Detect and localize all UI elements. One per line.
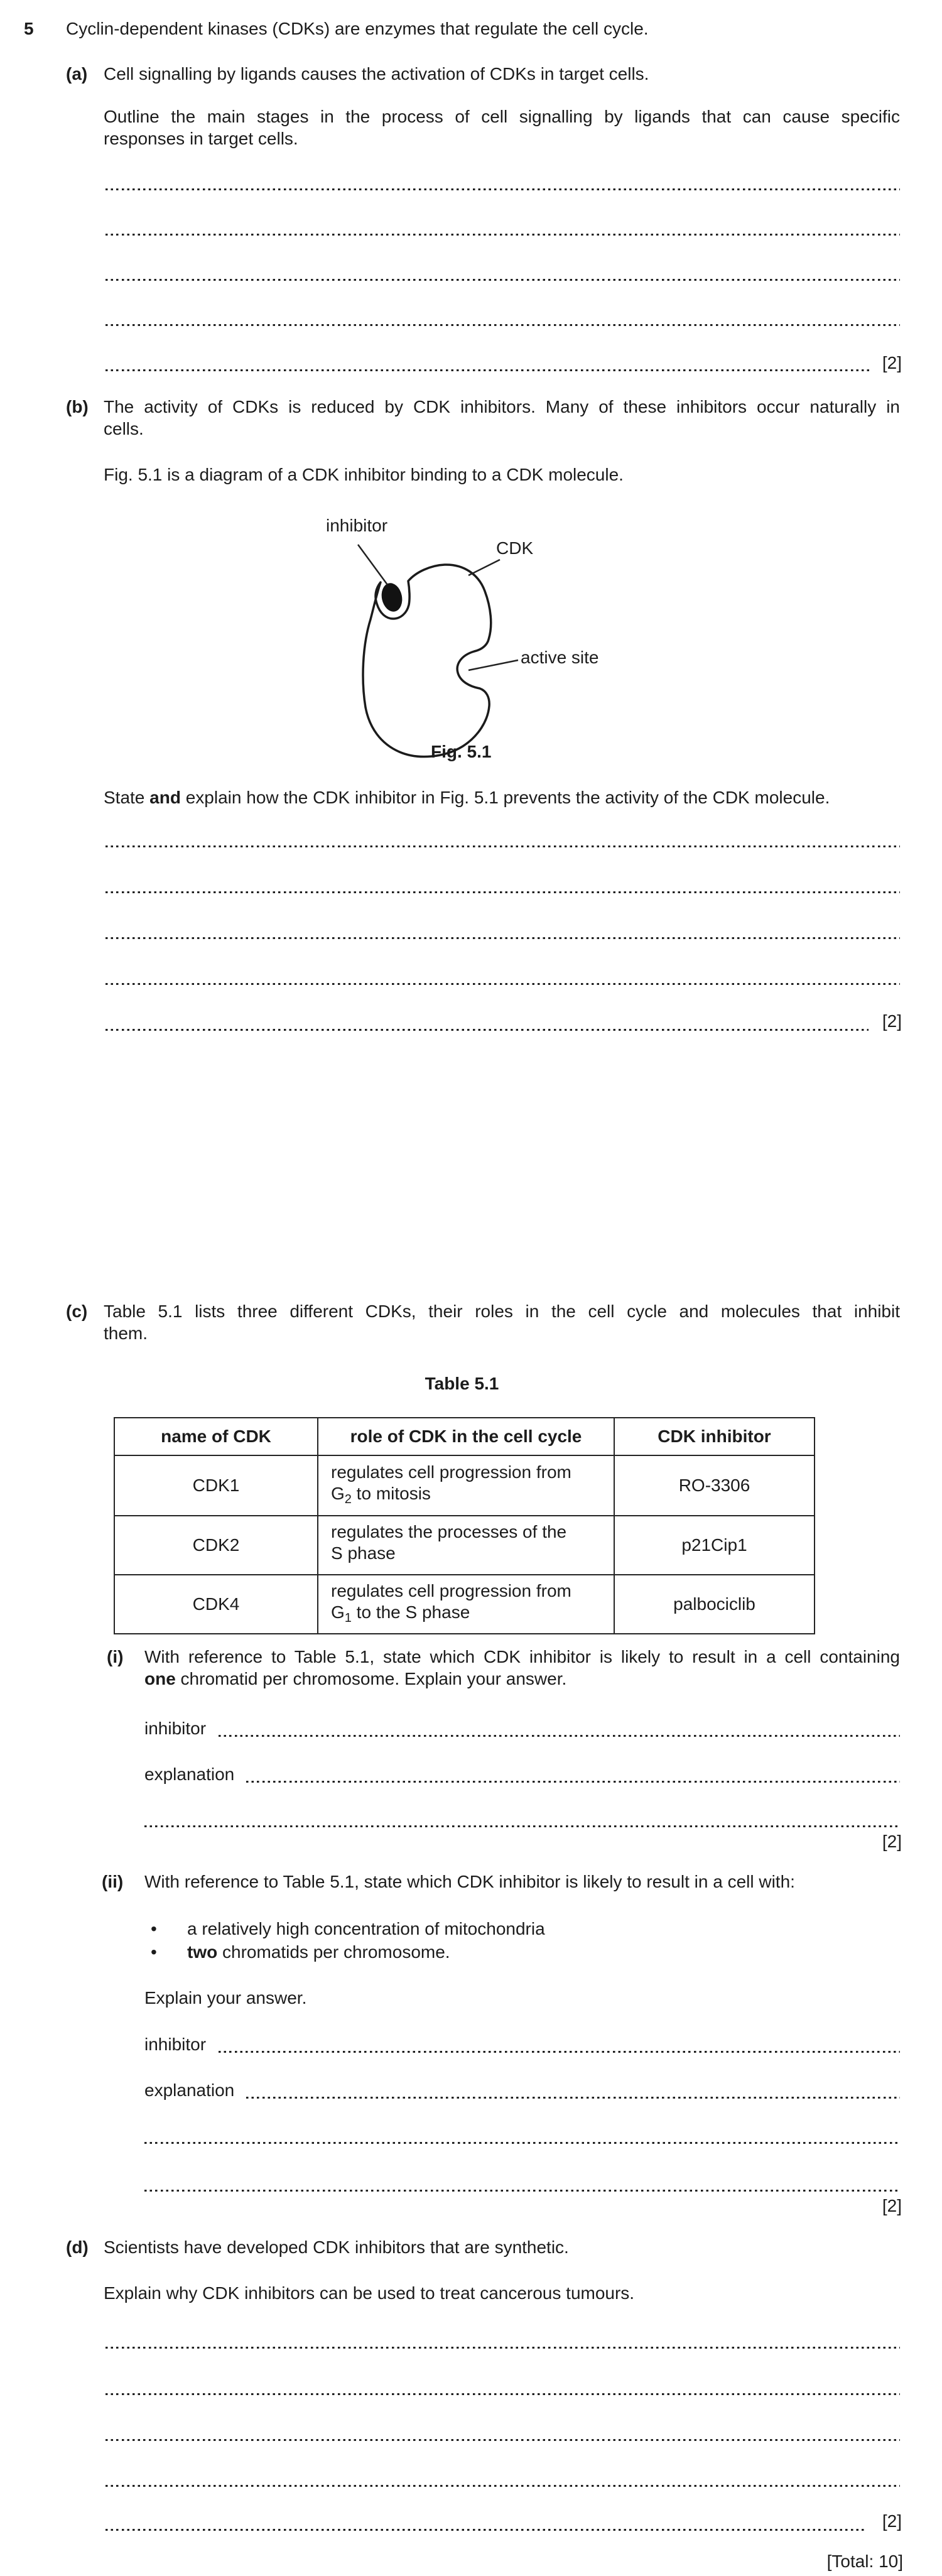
- cdk-role-line1: regulates cell progression from: [331, 1580, 571, 1600]
- answer-line: [106, 845, 900, 847]
- part-a-label: (a): [66, 64, 88, 84]
- table-row: [114, 1516, 815, 1575]
- part-d-marks: [2]: [882, 2511, 902, 2531]
- answer-line: [106, 188, 900, 190]
- bullet-icon: •: [151, 1919, 157, 1938]
- part-c-label: (c): [66, 1302, 88, 1321]
- bullet-item-mitochondria: a relatively high concentration of mitochondria: [187, 1919, 545, 1938]
- part-cii-question: With reference to Table 5.1, state which CDK inhibitor is likely to result in a cell with:: [144, 1872, 795, 1891]
- cdk-name: CDK4: [114, 1575, 318, 1634]
- figure-caption: Fig. 5.1: [431, 742, 492, 761]
- part-b-question: [104, 786, 830, 808]
- cdk-role-line2: $G_2$ to mitosis: [331, 1483, 431, 1506]
- inhibitor-molecule-dot: [379, 581, 405, 614]
- answer-line: [144, 1825, 900, 1827]
- fig-intro: Fig. 5.1 is a diagram of a CDK inhibitor binding to a CDK molecule.: [104, 465, 624, 484]
- part-ci-label: (i): [107, 1647, 124, 1666]
- cdk-name: CDK1: [114, 1455, 318, 1516]
- part-b-intro-line2: cells.: [104, 419, 144, 438]
- explanation-field-label: explanation: [144, 1764, 235, 1784]
- leader-line-cdk: [468, 560, 500, 575]
- answer-line: [144, 2142, 900, 2144]
- cdk-inhibitor: p21Cip1: [614, 1516, 815, 1575]
- inhibitor-field-label: inhibitor: [144, 1719, 207, 1738]
- part-b-question-bold: and: [149, 788, 181, 807]
- answer-line: [106, 2439, 900, 2441]
- part-c-intro-line2: them.: [104, 1323, 148, 1343]
- total-marks: [Total: 10]: [826, 2552, 903, 2571]
- figure-label-inhibitor: inhibitor: [326, 516, 388, 535]
- figure-label-active-site: active site: [521, 648, 599, 667]
- part-b-intro-line1: The activity of CDKs is reduced by CDK inhibitors. Many of these inhibitors occur naturally in: [104, 397, 900, 416]
- part-a-question-line2: responses in target cells.: [104, 129, 298, 148]
- explanation-field-label: explanation: [144, 2080, 235, 2100]
- cdk-role: [318, 1516, 614, 1575]
- question-intro: Cyclin-dependent kinases (CDKs) are enzymes that regulate the cell cycle.: [66, 19, 649, 38]
- table-title: Table 5.1: [425, 1374, 499, 1393]
- answer-line: [219, 2051, 900, 2053]
- answer-line: [106, 2347, 900, 2349]
- part-d-intro: Scientists have developed CDK inhibitors that are synthetic.: [104, 2237, 569, 2257]
- bullet-icon: •: [151, 1942, 157, 1962]
- table-header-name: name of CDK: [114, 1418, 318, 1455]
- part-cii-explain: Explain your answer.: [144, 1988, 307, 2008]
- cdk-role-line1: regulates the processes of the: [331, 1521, 567, 1541]
- answer-line: [106, 1029, 869, 1031]
- answer-line: [106, 2393, 900, 2395]
- answer-line: [144, 2190, 900, 2192]
- table-header-row: [114, 1418, 815, 1455]
- figure-label-cdk: CDK: [496, 538, 534, 558]
- answer-line: [106, 937, 900, 939]
- part-ci-question-line1: With reference to Table 5.1, state which CDK inhibitor is likely to result in a cell containing: [144, 1647, 900, 1666]
- part-cii-label: (ii): [102, 1872, 124, 1891]
- part-d-label: (d): [66, 2237, 89, 2257]
- answer-line: [219, 1735, 900, 1737]
- answer-line: [246, 1781, 900, 1783]
- answer-line: [106, 2529, 867, 2531]
- answer-line: [106, 324, 900, 326]
- table-row: [114, 1455, 815, 1516]
- table-row: [114, 1575, 815, 1634]
- cdk-role: [318, 1455, 614, 1516]
- table-header-inhibitor: CDK inhibitor: [614, 1418, 815, 1455]
- cdk-role-line1: regulates cell progression from: [331, 1462, 571, 1482]
- part-b-marks: [2]: [882, 1011, 902, 1031]
- question-number: 5: [24, 19, 34, 38]
- phase-subscript: 1: [344, 1611, 352, 1625]
- part-cii-marks: [2]: [882, 2196, 902, 2215]
- answer-line: [106, 891, 900, 893]
- answer-line: [106, 983, 900, 985]
- leader-line-active-site: [468, 660, 518, 670]
- figure-cdk-diagram: [251, 512, 615, 763]
- inhibitor-field-label: inhibitor: [144, 2035, 207, 2054]
- answer-line: [106, 2485, 900, 2487]
- answer-line: [106, 369, 870, 371]
- leader-line-inhibitor: [358, 545, 387, 585]
- part-a-intro: Cell signalling by ligands causes the activation of CDKs in target cells.: [104, 64, 649, 84]
- part-b-question-post: explain how the CDK inhibitor in Fig. 5.1 prevents the activity of the CDK molecule.: [180, 788, 830, 807]
- bullet-item-chromatids: two chromatids per chromosome.: [187, 1942, 450, 1962]
- cdk-inhibitor: RO-3306: [614, 1455, 815, 1516]
- part-c-intro-line1: Table 5.1 lists three different CDKs, their roles in the cell cycle and molecules that inhibit: [104, 1302, 900, 1321]
- cdk-name: CDK2: [114, 1516, 318, 1575]
- cdk-role: [318, 1575, 614, 1634]
- part-b-question-pre: State: [104, 788, 150, 807]
- part-a-marks: [2]: [882, 353, 902, 372]
- table-header-role: role of CDK in the cell cycle: [318, 1418, 614, 1455]
- phase-subscript: 2: [344, 1492, 352, 1506]
- part-b-label: (b): [66, 397, 89, 416]
- part-d-question: Explain why CDK inhibitors can be used to treat cancerous tumours.: [104, 2283, 635, 2303]
- table-5-1: [114, 1417, 815, 1634]
- part-a-question-line1: Outline the main stages in the process of cell signalling by ligands that can cause specific: [104, 107, 900, 126]
- part-ci-question-line2: one chromatid per chromosome. Explain your answer.: [144, 1669, 567, 1688]
- part-ci-marks: [2]: [882, 1832, 902, 1851]
- answer-line: [246, 2097, 900, 2099]
- answer-line: [106, 234, 900, 236]
- cdk-role-line2: S phase: [331, 1543, 396, 1563]
- cdk-role-line2: $G_1$ to the S phase: [331, 1602, 470, 1625]
- answer-line: [106, 279, 900, 281]
- cdk-inhibitor: palbociclib: [614, 1575, 815, 1634]
